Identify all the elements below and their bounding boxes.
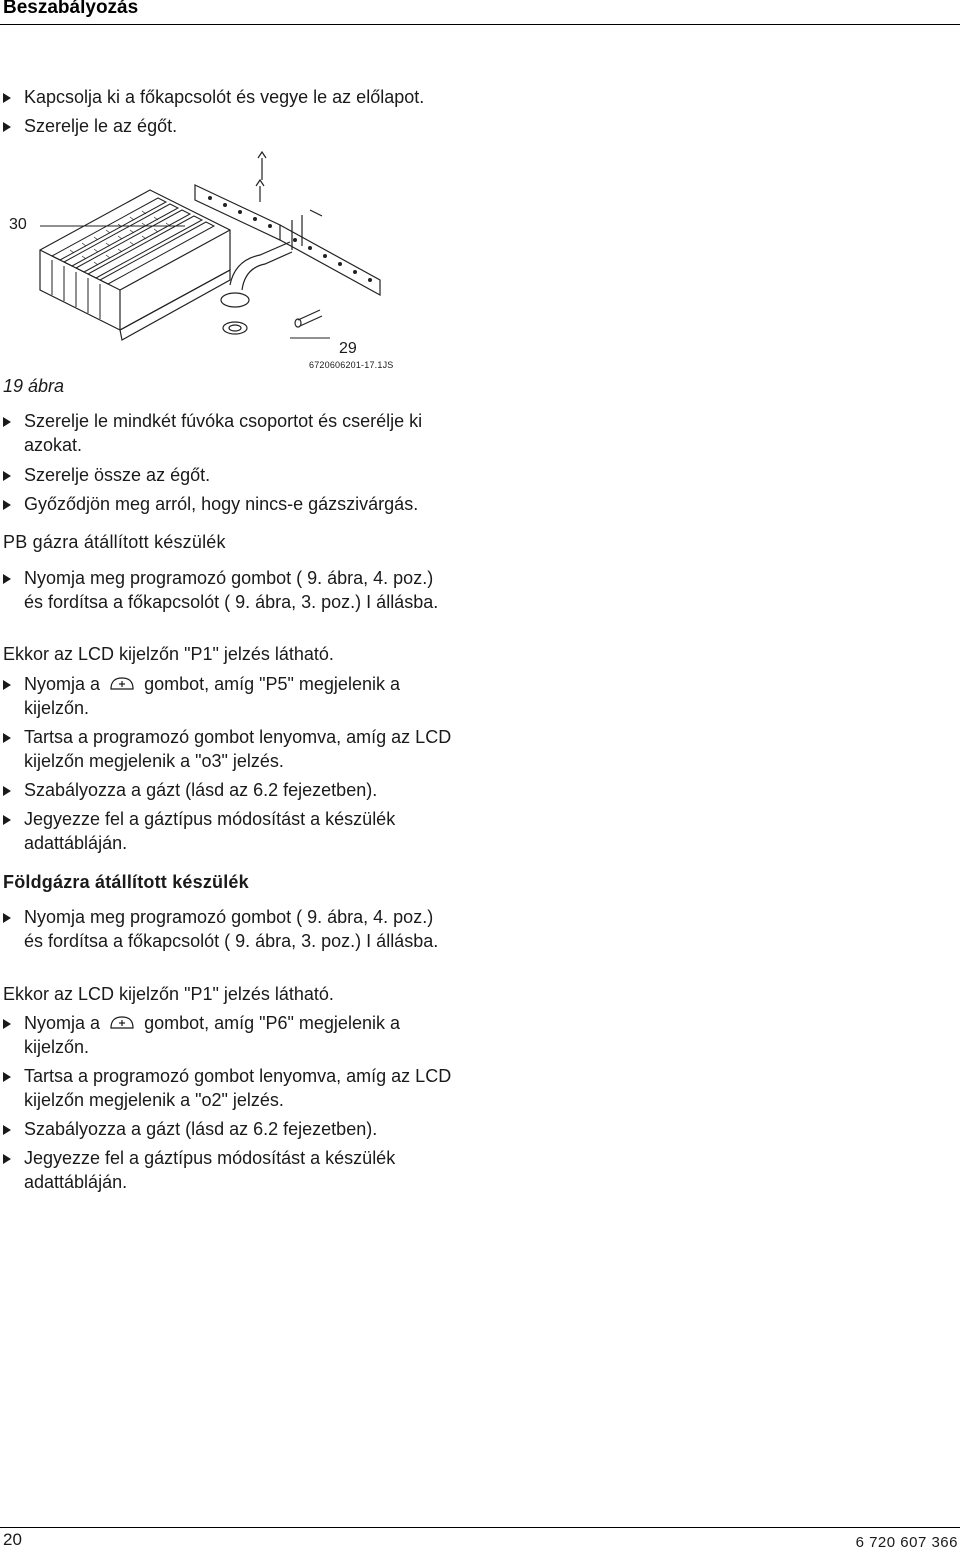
fold-note: Ekkor az LCD kijelzőn "P1" jelzés látható. [3,984,334,1004]
figure-code: 6720606201-17.1JS [309,360,394,370]
document-code: 6 720 607 366 [855,1534,958,1551]
step-text: Szerelje le mindkét fúvóka csoportot és cserélje ki azokat. [24,411,423,455]
bullet-icon [3,1072,11,1082]
burner-diagram [30,150,410,360]
plus-button-icon [109,676,135,691]
bullet-icon [3,680,11,690]
step-text: Szabályozza a gázt (lásd az 6.2 fejezetben). [24,780,378,800]
bullet-icon [3,500,11,510]
footer-rule [0,1527,960,1528]
page-title: Beszabályozás [3,0,139,18]
bullet-icon [3,733,11,743]
bullet-icon [3,913,11,923]
bullet-icon [3,93,11,103]
step-text: Tartsa a programozó gombot lenyomva, amíg az LCD kijelzőn megjelenik a "o3" jelzés. [24,727,452,771]
step-text: Nyomja meg programozó gombot ( 9. ábra, 4. poz.) és fordítsa a főkapcsolót ( 9. ábra, 3. poz.) I állásba. [24,907,439,951]
step-text [24,673,464,720]
figure-caption: 19 ábra [3,376,65,396]
step-text-a: Nyomja a [24,1013,101,1033]
step-text: Szerelje le az égőt. [24,116,178,136]
fold-heading: Földgázra átállított készülék [3,872,249,892]
step-text: Jegyezze fel a gáztípus módosítást a készülék adattábláján. [24,809,396,853]
figure-label-29: 29 [339,340,357,357]
bullet-icon [3,1154,11,1164]
page-header [0,0,960,25]
pb-note: Ekkor az LCD kijelzőn "P1" jelzés látható. [3,644,334,664]
page-number: 20 [3,1530,22,1549]
bullet-icon [3,417,11,427]
bullet-icon [3,786,11,796]
bullet-icon [3,1019,11,1029]
step-text: Szerelje össze az égőt. [24,465,211,485]
step-text: Tartsa a programozó gombot lenyomva, amíg az LCD kijelzőn megjelenik a "o2" jelzés. [24,1066,452,1110]
step-text: Jegyezze fel a gáztípus módosítást a készülék adattábláján. [24,1148,396,1192]
plus-button-icon [109,1015,135,1030]
step-text-a: Nyomja a [24,674,101,694]
step-text: Kapcsolja ki a főkapcsolót és vegye le az előlapot. [24,87,425,107]
bullet-icon [3,471,11,481]
step-text-b: gombot, amíg "P5" megjelenik a kijelzőn. [24,674,400,718]
figure-label-30: 30 [9,216,27,233]
bullet-icon [3,122,11,132]
bullet-icon [3,1125,11,1135]
pb-heading: PB gázra átállított készülék [3,532,226,552]
step-text [24,1012,464,1059]
step-text: Nyomja meg programozó gombot ( 9. ábra, 4. poz.) és fordítsa a főkapcsolót ( 9. ábra, 3. poz.) I állásba. [24,568,439,612]
bullet-icon [3,815,11,825]
bullet-icon [3,574,11,584]
step-text: Szabályozza a gázt (lásd az 6.2 fejezetben). [24,1119,378,1139]
step-text: Győződjön meg arról, hogy nincs-e gázszivárgás. [24,494,419,514]
step-text-b: gombot, amíg "P6" megjelenik a kijelzőn. [24,1013,400,1057]
